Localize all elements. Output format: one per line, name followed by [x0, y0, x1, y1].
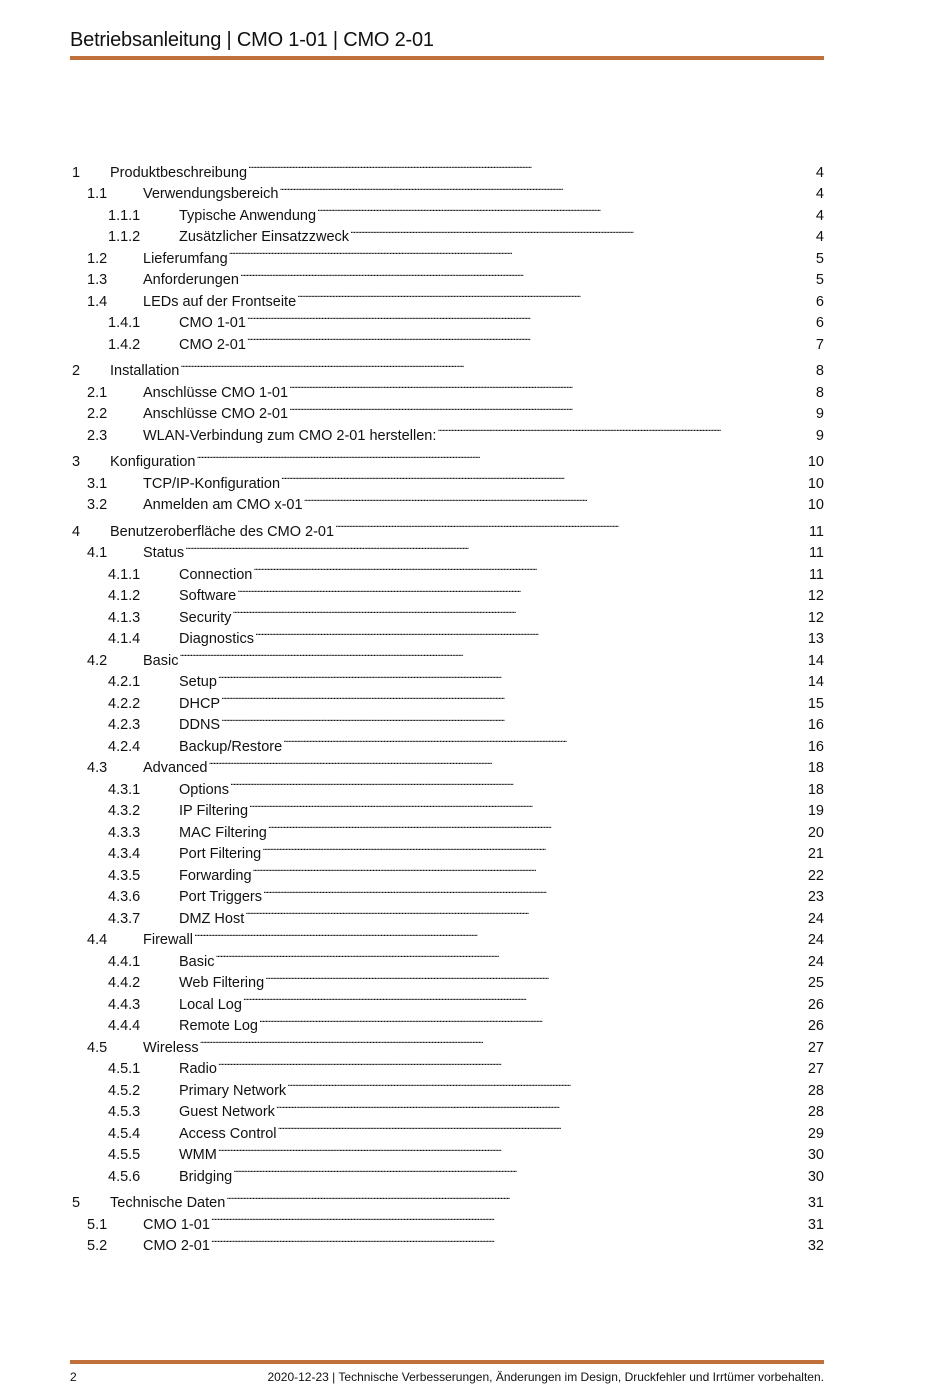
toc-entry-page: 13: [807, 631, 824, 647]
toc-entry-number: 4.2.1: [108, 674, 141, 690]
toc-entry-number: 4.3.7: [108, 910, 141, 927]
footer-rule: [70, 1360, 824, 1364]
toc-entry-title: Local Log: [179, 996, 242, 1013]
toc-leader-dots: [283, 729, 807, 751]
toc-leader-dots: [232, 600, 806, 622]
toc-entry-number: 4.4.3: [108, 996, 141, 1013]
toc-entry-number: 4.5.4: [108, 1125, 141, 1142]
toc-entry-number: 1.4.2: [108, 336, 141, 353]
table-of-contents: [70, 155, 824, 1254]
toc-entry-page: 29: [807, 1125, 824, 1142]
toc-entry-number: 4.5.6: [108, 1168, 141, 1185]
toc-entry-number: 4.4.2: [108, 975, 141, 991]
toc-entry-title: WLAN-Verbindung zum CMO 2-01 herstellen:: [143, 427, 437, 444]
toc-leader-dots: [209, 751, 807, 773]
toc-entry-number: 4.1.4: [108, 631, 141, 647]
toc-entry-page: 32: [807, 1238, 824, 1254]
toc-entry-number: 5: [72, 1195, 81, 1211]
toc-entry-page: 24: [807, 910, 824, 927]
toc-entry-number: 4.5.5: [108, 1147, 141, 1163]
toc-leader-dots: [278, 1116, 807, 1138]
toc-entry-number: 4.3.4: [108, 846, 141, 862]
toc-entry-page: 24: [807, 953, 824, 970]
toc-entry-page: 9: [815, 427, 824, 444]
toc-entry-page: 21: [807, 846, 824, 862]
toc-entry-title: Basic: [143, 652, 179, 669]
toc-entry-page: 19: [807, 803, 824, 819]
toc-entry-page: 18: [807, 760, 824, 776]
toc-leader-dots: [233, 1159, 807, 1181]
toc-leader-dots: [350, 220, 815, 242]
toc-entry-title: DHCP: [179, 695, 221, 712]
toc-entry-page: 22: [807, 867, 824, 884]
toc-entry-page: 11: [808, 545, 824, 561]
toc-entry-page: 7: [815, 336, 824, 353]
toc-entry-page: 31: [807, 1216, 824, 1233]
toc-leader-dots: [245, 901, 807, 923]
toc-entry-number: 4.1.2: [108, 588, 141, 604]
toc-entry-page: 6: [815, 293, 824, 310]
toc-entry-number: 4.4.1: [108, 953, 141, 970]
toc-leader-dots: [253, 557, 808, 579]
footer-note: 2020-12-23 | Technische Verbesserungen, Änderungen im Design, Druckfehler und Irrtümer vorbehalten.: [267, 1370, 824, 1384]
toc-entry-title: Typische Anwendung: [179, 207, 317, 224]
toc-entry-title: Anmelden am CMO x-01: [143, 497, 303, 513]
toc-entry-title: Connection: [179, 566, 253, 583]
toc-entry-title: Port Triggers: [179, 889, 262, 905]
toc-entry-page: 16: [807, 717, 824, 733]
toc-entry-number: 4.3.5: [108, 867, 141, 884]
toc-entry-title: Software: [179, 588, 237, 604]
toc-leader-dots: [221, 708, 807, 730]
toc-entry-number: 1.3: [87, 272, 108, 288]
toc-entry-page: 31: [807, 1195, 824, 1211]
toc-entry-page: 27: [807, 1039, 824, 1056]
toc-entry-title: CMO 2-01: [179, 336, 246, 353]
toc-leader-dots: [215, 944, 806, 966]
toc-entry-title: Benutzeroberfläche des CMO 2-01: [110, 523, 335, 540]
page-header: [70, 26, 824, 60]
toc-entry-number: 3: [72, 454, 81, 470]
toc-leader-dots: [243, 987, 807, 1009]
toc-entry-number: 2.2: [87, 406, 108, 422]
toc-entry-number: 1.4.1: [108, 315, 141, 331]
toc-entry-title: Produktbeschreibung: [110, 164, 248, 181]
toc-leader-dots: [218, 665, 807, 687]
page-number: 2: [70, 1370, 77, 1384]
toc-entry-title: Wireless: [143, 1039, 199, 1056]
toc-entry-number: 4.2.2: [108, 695, 141, 712]
toc-leader-dots: [281, 466, 807, 488]
toc-entry-title: IP Filtering: [179, 803, 249, 819]
toc-entry-number: 4.5.3: [108, 1104, 141, 1120]
toc-entry-page: 18: [807, 781, 824, 798]
toc-entry-number: 4.3.2: [108, 803, 141, 819]
toc-entry-title: Diagnostics: [179, 631, 254, 647]
toc-entry-page: 30: [807, 1168, 824, 1185]
toc-entry-number: 4.2.4: [108, 738, 141, 755]
toc-leader-dots: [263, 880, 807, 902]
toc-entry-page: 25: [807, 975, 824, 991]
toc-leader-dots: [226, 1186, 807, 1208]
toc-entry-number: 2.3: [87, 427, 108, 444]
toc-leader-dots: [200, 1030, 807, 1052]
toc-leader-dots: [247, 306, 815, 328]
toc-leader-dots: [289, 397, 815, 419]
toc-entry-page: 16: [807, 738, 824, 755]
toc-entry-page: 8: [815, 363, 824, 379]
toc-entry-page: 6: [815, 315, 824, 331]
toc-leader-dots: [253, 858, 807, 880]
toc-entry-page: 23: [807, 889, 824, 905]
toc-leader-dots: [437, 418, 815, 440]
toc-entry-title: Setup: [179, 674, 217, 690]
document-title: Betriebsanleitung | CMO 1-01 | CMO 2-01: [70, 29, 434, 51]
toc-entry-number: 5.1: [87, 1216, 108, 1233]
toc-entry-title: Guest Network: [179, 1104, 275, 1120]
toc-entry[interactable]: [70, 375, 824, 401]
toc-entry-page: 8: [815, 384, 824, 401]
toc-leader-dots: [218, 1052, 807, 1074]
toc-entry-page: 28: [807, 1104, 824, 1120]
toc-entry-page: 27: [807, 1061, 824, 1077]
toc-entry-title: Web Filtering: [179, 975, 265, 991]
toc-leader-dots: [335, 514, 808, 536]
toc-leader-dots: [185, 536, 808, 558]
toc-leader-dots: [240, 263, 815, 285]
toc-entry-number: 4.4.4: [108, 1018, 141, 1034]
toc-entry-page: 11: [808, 566, 824, 583]
toc-entry-number: 1.2: [87, 250, 108, 267]
toc-entry-page: 10: [807, 497, 824, 513]
toc-leader-dots: [279, 177, 814, 199]
toc-leader-dots: [268, 815, 807, 837]
toc-entry-page: 4: [815, 186, 824, 202]
toc-entry-number: 1.1.2: [108, 229, 141, 245]
toc-leader-dots: [179, 643, 806, 665]
toc-entry-title: CMO 1-01: [179, 315, 246, 331]
toc-entry-title: Options: [179, 781, 229, 798]
toc-entry-title: Backup/Restore: [179, 738, 283, 755]
toc-entry-page: 12: [807, 609, 824, 626]
toc-entry-number: 1.1: [87, 186, 108, 202]
toc-entry[interactable]: [70, 354, 824, 379]
toc-entry-page: 28: [807, 1082, 824, 1099]
toc-entry-title: WMM: [179, 1147, 217, 1163]
toc-entry-page: 10: [807, 454, 824, 470]
toc-leader-dots: [297, 284, 815, 306]
toc-entry-title: Security: [179, 609, 232, 626]
toc-leader-dots: [287, 1073, 807, 1095]
toc-entry-number: 4.5: [87, 1039, 108, 1056]
toc-entry-page: 24: [807, 932, 824, 948]
toc-leader-dots: [255, 622, 807, 644]
toc-entry-page: 15: [807, 695, 824, 712]
toc-entry-number: 4.1: [87, 545, 108, 561]
toc-entry-title: Anschlüsse CMO 2-01: [143, 406, 289, 422]
toc-entry-title: Lieferumfang: [143, 250, 228, 267]
toc-leader-dots: [218, 1138, 807, 1160]
toc-entry-title: Access Control: [179, 1125, 277, 1142]
toc-leader-dots: [194, 923, 807, 945]
toc-entry-title: Anforderungen: [143, 272, 239, 288]
toc-entry[interactable]: [70, 665, 824, 690]
toc-entry-number: 4.3.6: [108, 889, 141, 905]
toc-entry-page: 12: [807, 588, 824, 604]
toc-entry-title: Status: [143, 545, 185, 561]
toc-entry-title: Port Filtering: [179, 846, 262, 862]
toc-entry-title: Anschlüsse CMO 1-01: [143, 384, 289, 401]
toc-entry-title: Basic: [179, 953, 215, 970]
toc-entry-number: 4.2.3: [108, 717, 141, 733]
toc-leader-dots: [221, 686, 807, 708]
toc-entry-number: 4.1.3: [108, 609, 141, 626]
toc-entry-number: 1: [72, 164, 81, 181]
toc-entry-number: 4.1.1: [108, 566, 141, 583]
toc-entry-title: Zusätzlicher Einsatzzweck: [179, 229, 350, 245]
toc-entry-number: 4: [72, 523, 81, 540]
toc-leader-dots: [211, 1207, 807, 1229]
toc-leader-dots: [247, 327, 815, 349]
toc-entry-title: DMZ Host: [179, 910, 245, 927]
toc-leader-dots: [262, 837, 807, 859]
toc-entry-number: 2.1: [87, 384, 108, 401]
toc-leader-dots: [265, 966, 807, 988]
toc-entry-title: Konfiguration: [110, 454, 196, 470]
toc-entry[interactable]: [70, 514, 824, 540]
toc-entry-page: 4: [815, 164, 824, 181]
toc-entry[interactable]: [70, 155, 824, 181]
toc-entry-page: 14: [807, 652, 824, 669]
toc-entry-title: Radio: [179, 1061, 217, 1077]
toc-entry-title: Forwarding: [179, 867, 252, 884]
toc-leader-dots: [230, 772, 807, 794]
toc-entry-title: Remote Log: [179, 1018, 258, 1034]
toc-entry-page: 10: [807, 475, 824, 492]
page-footer: [70, 1360, 824, 1386]
header-rule: [70, 56, 824, 60]
toc-entry-title: LEDs auf der Frontseite: [143, 293, 297, 310]
toc-entry-title: Technische Daten: [110, 1195, 226, 1211]
toc-entry-title: CMO 1-01: [143, 1216, 210, 1233]
toc-entry-number: 4.3: [87, 760, 108, 776]
toc-entry-number: 5.2: [87, 1238, 108, 1254]
toc-entry-page: 26: [807, 1018, 824, 1034]
toc-entry-number: 4.3.3: [108, 824, 141, 841]
toc-entry-title: CMO 2-01: [143, 1238, 210, 1254]
toc-entry-title: MAC Filtering: [179, 824, 267, 841]
toc-leader-dots: [317, 198, 815, 220]
toc-leader-dots: [211, 1229, 807, 1251]
toc-leader-dots: [259, 1009, 807, 1031]
toc-entry-title: Firewall: [143, 932, 193, 948]
toc-entry-number: 3.1: [87, 475, 108, 492]
toc-entry-number: 4.4: [87, 932, 108, 948]
toc-leader-dots: [249, 794, 807, 816]
toc-entry[interactable]: [70, 445, 824, 470]
toc-entry-page: 4: [815, 229, 824, 245]
toc-entry-title: Bridging: [179, 1168, 233, 1185]
toc-entry-page: 26: [807, 996, 824, 1013]
toc-entry-page: 11: [808, 523, 824, 540]
toc-entry-page: 30: [807, 1147, 824, 1163]
toc-entry-title: Verwendungsbereich: [143, 186, 279, 202]
toc-leader-dots: [237, 579, 807, 601]
toc-leader-dots: [180, 354, 815, 376]
toc-entry-number: 3.2: [87, 497, 108, 513]
toc-entry-title: DDNS: [179, 717, 221, 733]
toc-entry-number: 1.1.1: [108, 207, 141, 224]
toc-entry-title: Advanced: [143, 760, 208, 776]
toc-entry-title: Installation: [110, 363, 180, 379]
toc-entry-page: 4: [815, 207, 824, 224]
toc-entry[interactable]: [70, 1186, 824, 1211]
toc-leader-dots: [304, 488, 807, 510]
toc-entry-number: 4.5.1: [108, 1061, 141, 1077]
toc-leader-dots: [289, 375, 815, 397]
toc-entry-number: 4.5.2: [108, 1082, 141, 1099]
toc-entry-page: 9: [815, 406, 824, 422]
toc-entry-number: 4.3.1: [108, 781, 141, 798]
toc-entry-title: TCP/IP-Konfiguration: [143, 475, 281, 492]
toc-leader-dots: [196, 445, 806, 467]
toc-entry-number: 2: [72, 363, 81, 379]
toc-entry-page: 14: [807, 674, 824, 690]
toc-entry-page: 5: [815, 272, 824, 288]
toc-entry[interactable]: [70, 643, 824, 669]
toc-leader-dots: [229, 241, 815, 263]
toc-entry-title: Primary Network: [179, 1082, 287, 1099]
toc-entry-number: 1.4: [87, 293, 108, 310]
toc-entry-page: 5: [815, 250, 824, 267]
toc-entry-page: 20: [807, 824, 824, 841]
toc-leader-dots: [276, 1095, 807, 1117]
toc-leader-dots: [248, 155, 815, 177]
toc-entry-number: 4.2: [87, 652, 108, 669]
